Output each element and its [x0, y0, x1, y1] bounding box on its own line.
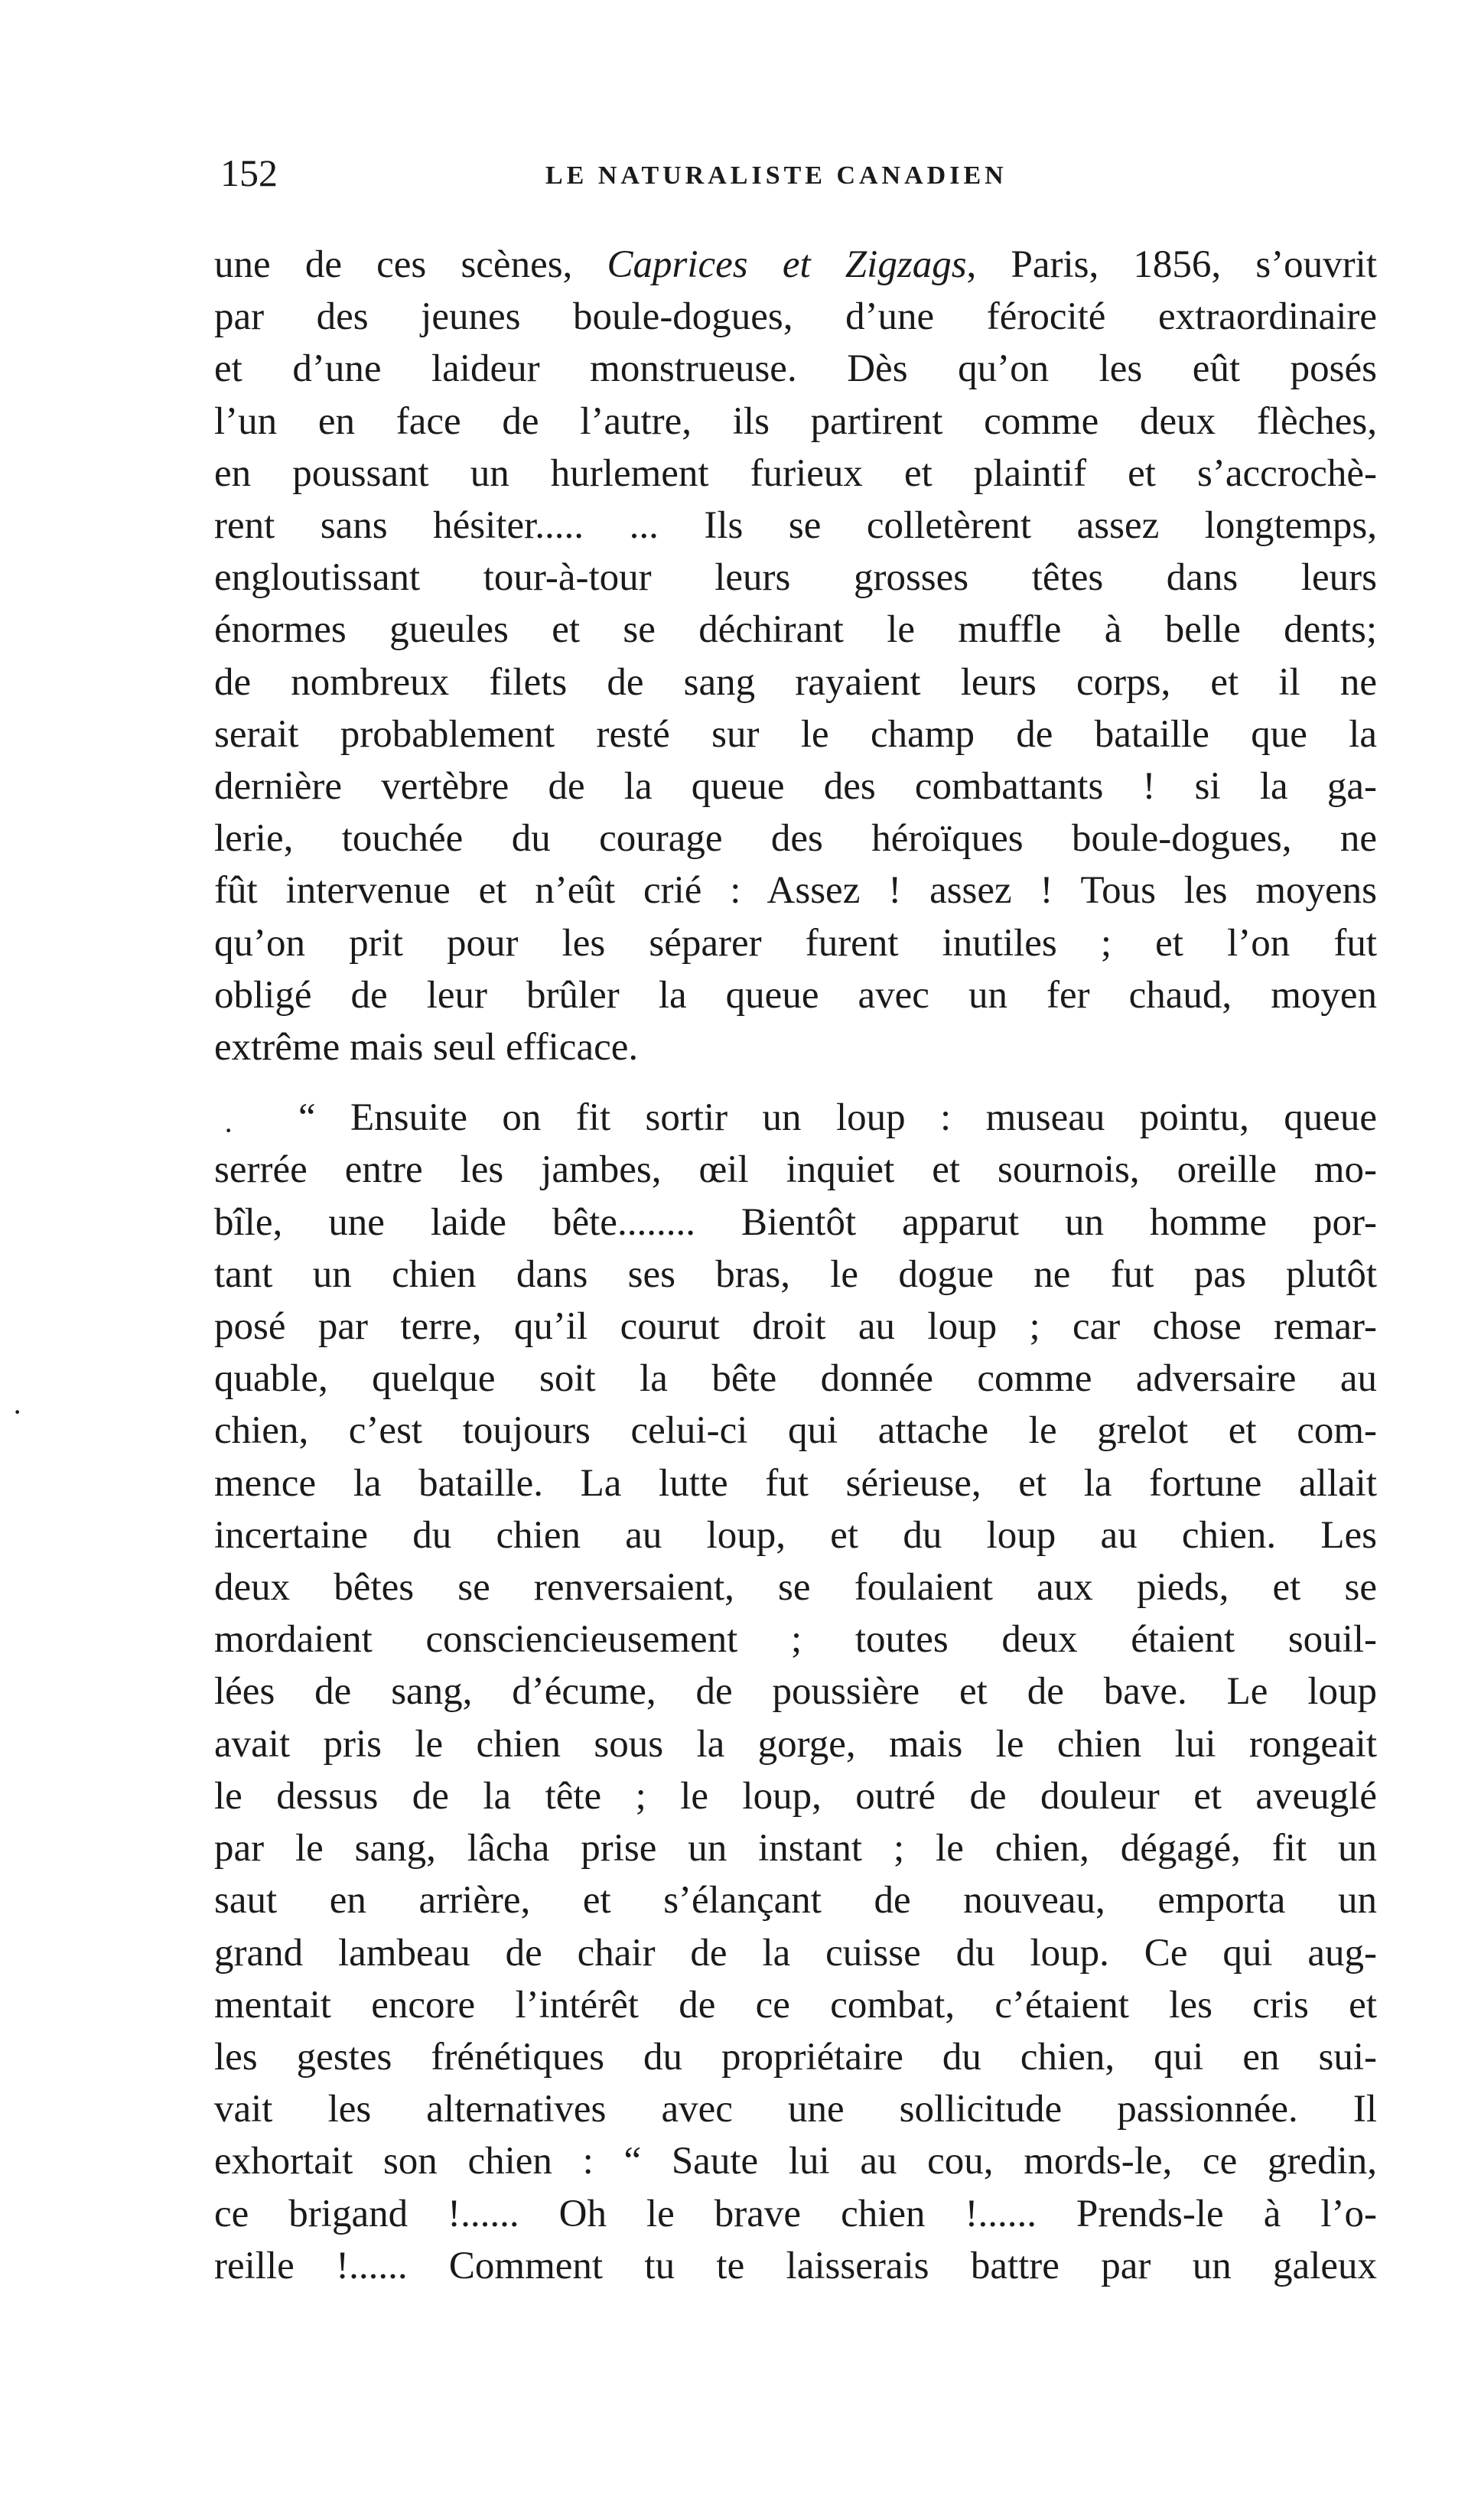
text-line: tant un chien dans ses bras, le dogue ne fut pas plutôt [214, 1252, 1377, 1296]
text-line: avait pris le chien sous la gorge, mais le chien lui rongeait [214, 1722, 1377, 1766]
margin-dot: · [223, 1113, 234, 1148]
text-line: qu’on prit pour les séparer furent inutiles ; et l’on fut [214, 921, 1377, 965]
text-line: le dessus de la tête ; le loup, outré de douleur et aveuglé [214, 1774, 1377, 1818]
text-line: engloutissant tour-à-tour leurs grosses têtes dans leurs [214, 556, 1377, 600]
text-line: par des jeunes boule-dogues, d’une férocité extraordinaire [214, 295, 1377, 339]
text-line: reille !...... Comment tu te laisserais battre par un galeux [214, 2244, 1377, 2287]
text-line: les gestes frénétiques du propriétaire du chien, qui en sui- [214, 2035, 1377, 2079]
paragraph-2 [214, 1092, 1377, 2292]
text-line: incertaine du chien au loup, et du loup au chien. Les [214, 1513, 1377, 1557]
text-line: mordaient consciencieusement ; toutes deux étaient souil- [214, 1618, 1377, 1662]
text-line: vait les alternatives avec une sollicitude passionnée. Il [214, 2088, 1377, 2131]
text-line: chien, c’est toujours celui-ci qui attache le grelot et com- [214, 1409, 1377, 1453]
text-line: mentait encore l’intérêt de ce combat, c’étaient les cris et [214, 1983, 1377, 2027]
text-line: énormes gueules et se déchirant le muffle à belle dents; [214, 608, 1377, 652]
text-line: l’un en face de l’autre, ils partirent comme deux flèches, [214, 399, 1377, 443]
text-line: posé par terre, qu’il courut droit au loup ; car chose remar- [214, 1305, 1377, 1349]
margin-dot: · [12, 1395, 23, 1429]
text-line: obligé de leur brûler la queue avec un fer chaud, moyen [214, 973, 1377, 1017]
paragraph-1 [214, 239, 1377, 1073]
text-line: dernière vertèbre de la queue des combattants ! si la ga- [214, 765, 1377, 809]
page-number: 152 [220, 151, 278, 194]
text-line: fût intervenue et n’eût crié : Assez ! assez ! Tous les moyens [214, 869, 1377, 913]
text-line: de nombreux filets de sang rayaient leurs corps, et il ne [214, 660, 1377, 704]
text-line: ce brigand !...... Oh le brave chien !...... Prends-le à l’o- [214, 2192, 1377, 2235]
text-line: par le sang, lâcha prise un instant ; le chien, dégagé, fit un [214, 1827, 1377, 1870]
text-line: “ Ensuite on fit sortir un loup : museau pointu, queue [298, 1096, 1377, 1140]
running-title: LE NATURALISTE CANADIEN [545, 161, 1007, 190]
text-line: quable, quelque soit la bête donnée comme adversaire au [214, 1357, 1377, 1401]
text-line: exhortait son chien : “ Saute lui au cou, mords-le, ce gredin, [214, 2140, 1377, 2183]
text-line: grand lambeau de chair de la cuisse du loup. Ce qui aug- [214, 1931, 1377, 1975]
text-line: rent sans hésiter..... ... Ils se colletèrent assez longtemps, [214, 504, 1377, 548]
text-line: extrême mais seul efficace. [214, 1026, 639, 1070]
text-line: serrée entre les jambes, œil inquiet et sournois, oreille mo- [214, 1148, 1377, 1192]
text-line: en poussant un hurlement furieux et plaintif et s’accrochè- [214, 451, 1377, 495]
text-line: deux bêtes se renversaient, se foulaient aux pieds, et se [214, 1566, 1377, 1610]
text-line: une de ces scènes, Caprices et Zigzags, Paris, 1856, s’ouvrit [214, 243, 1378, 286]
text-line: saut en arrière, et s’élançant de nouveau, emporta un [214, 1879, 1377, 1923]
book-title: Caprices et Zigzags [607, 243, 967, 286]
text-line: mence la bataille. La lutte fut sérieuse, et la fortune allait [214, 1461, 1377, 1505]
text-line: et d’une laideur monstrueuse. Dès qu’on les eût posés [214, 347, 1377, 391]
page-body [214, 239, 1377, 2292]
text-line: lées de sang, d’écume, de poussière et de bave. Le loup [214, 1670, 1377, 1714]
page-header [220, 150, 1368, 203]
text-line: lerie, touchée du courage des héroïques boule-dogues, ne [214, 817, 1377, 861]
text-line: serait probablement resté sur le champ de bataille que la [214, 712, 1377, 756]
text-line: bîle, une laide bête........ Bientôt apparut un homme por- [214, 1200, 1377, 1244]
